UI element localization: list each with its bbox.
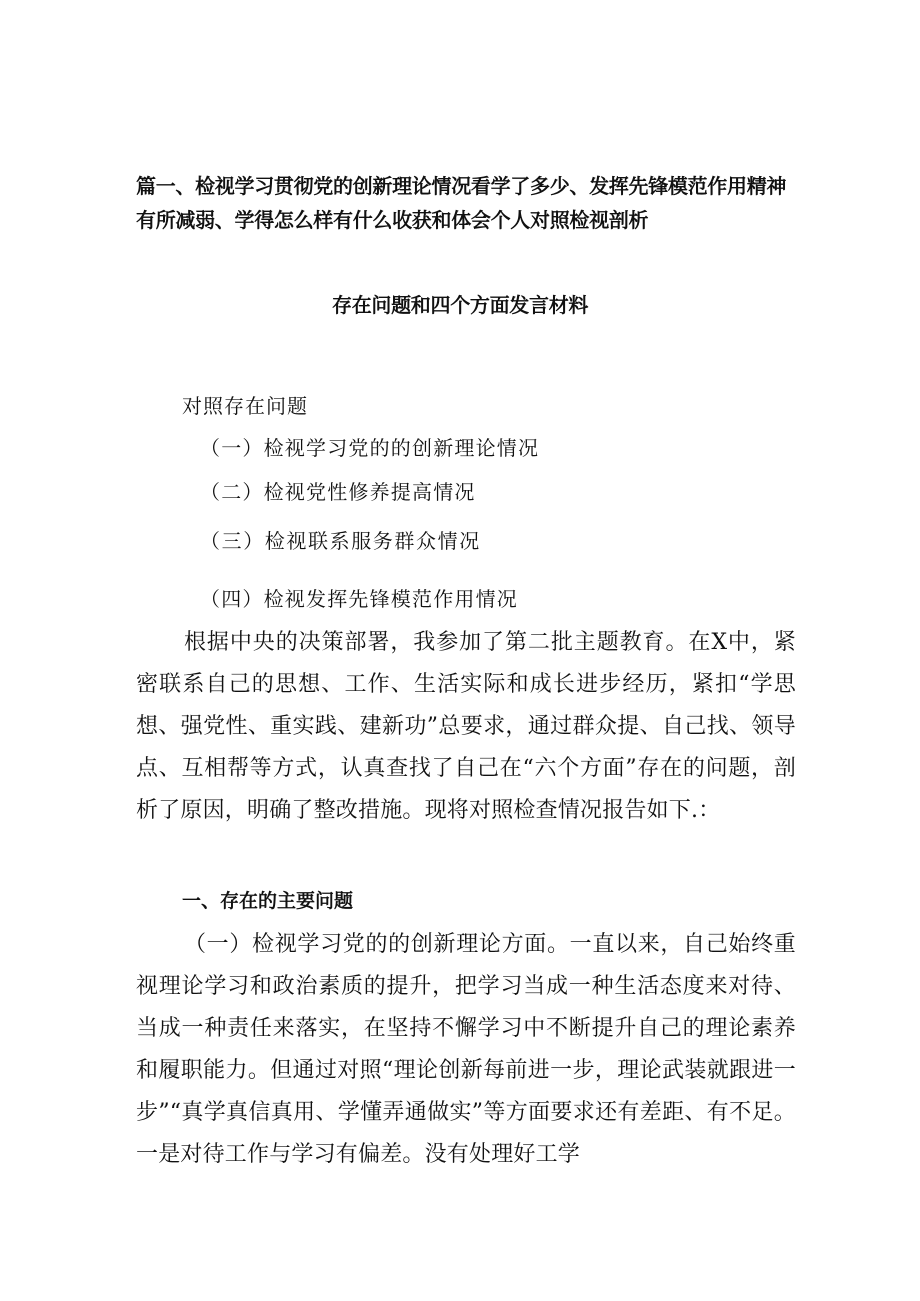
outline-item-3: （三）检视联系服务群众情况 bbox=[200, 529, 481, 553]
section-heading: 一、存在的主要问题 bbox=[182, 890, 354, 912]
outline-item-1: （一）检视学习党的的创新理论情况 bbox=[200, 436, 540, 460]
document-title-line-3: 存在问题和四个方面发言材料 bbox=[332, 293, 589, 317]
document-title-line-2: 有所减弱、学得怎么样有什么收获和体会个人对照检视剖析 bbox=[136, 208, 649, 232]
outline-item-4: （四）检视发挥先锋模范作用情况 bbox=[200, 587, 518, 611]
intro-paragraph: 根据中央的决策部署，我参加了第二批主题教育。在X中，紧密联系自己的思想、工作、生活实际和成长进步经历，紧扣“学思想、强党性、重实践、建新功”总要求，通过群众提、自己找、领导点、互相帮等方式，认真查找了自己在“六个方面”存在的问题，剖析了原因，明确了整改措施。现将对照检查情况报告如下.： bbox=[136, 630, 796, 823]
outline-heading: 对照存在问题 bbox=[182, 394, 308, 418]
section-paragraph: （一）检视学习党的的创新理论方面。一直以来，自己始终重视理论学习和政治素质的提升，把学习当成一种生活态度来对待、当成一种责任来落实，在坚持不懈学习中不断提升自己的理论素养和履职能力。但通过对照“理论创新每前进一步，理论武装就跟进一步”“真学真信真用、学懂弄通做实”等方面要求还有差距、有不足。一是对待工作与学习有偏差。没有处理好工学 bbox=[136, 932, 796, 1167]
document-title-line-1: 篇一、检视学习贯彻党的创新理论情况看学了多少、发挥先锋模范作用精神 bbox=[136, 174, 787, 198]
outline-item-2: （二）检视党性修养提高情况 bbox=[200, 480, 476, 504]
